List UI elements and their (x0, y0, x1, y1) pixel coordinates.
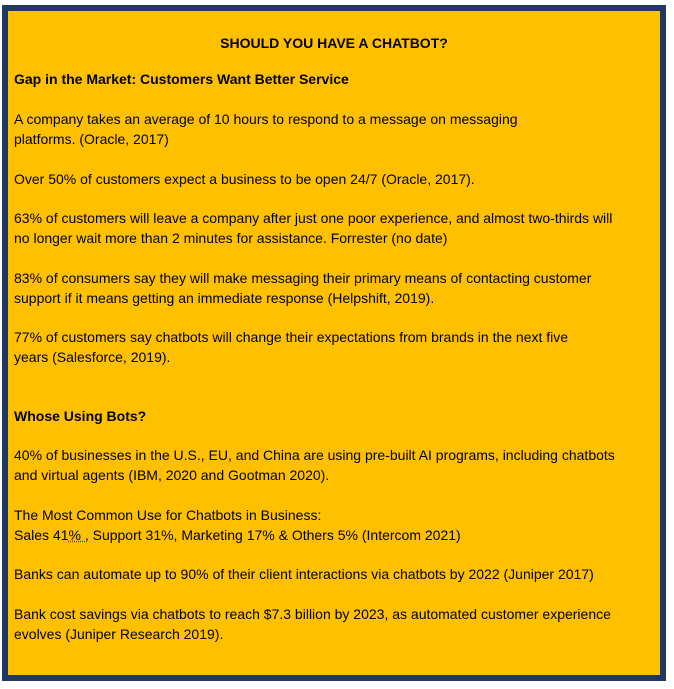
marked-text-fragment: % , (68, 527, 89, 543)
text-line: and virtual agents (IBM, 2020 and Gootman 2020). (14, 467, 330, 483)
text-line: evolves (Juniper Research 2019). (14, 626, 224, 642)
text-line: support if it means getting an immediate response (Helpshift, 2019). (14, 290, 435, 306)
usage-breakdown-line (14, 525, 656, 545)
text-line: no longer wait more than 2 minutes for assistance. Forrester (no date) (14, 230, 448, 246)
paragraph-open-24-7 (14, 169, 656, 189)
text-line: 77% of customers say chatbots will change their expectations from brands in the next five (14, 329, 569, 345)
text-line: Over 50% of customers expect a business to be open 24/7 (Oracle, 2017). (14, 171, 475, 187)
document-title: SHOULD YOU HAVE A CHATBOT? (220, 35, 448, 51)
text-fragment: Support 31%, Marketing 17% & Others 5% (Intercom 2021) (88, 527, 461, 543)
paragraph-messaging-preference (14, 268, 656, 308)
text-line: A company takes an average of 10 hours to respond to a message on messaging (14, 111, 518, 127)
text-line: 63% of customers will leave a company after just one poor experience, and almost two-thirds will (14, 210, 613, 226)
text-line: The Most Common Use for Chatbots in Business: (14, 507, 322, 523)
text-line: Banks can automate up to 90% of their client interactions via chatbots by 2022 (Juniper 2017) (14, 566, 594, 582)
text-line: 40% of businesses in the U.S., EU, and China are using pre-built AI programs, including chatbots (14, 447, 615, 463)
text-line: platforms. (Oracle, 2017) (14, 131, 169, 147)
text-line: Bank cost savings via chatbots to reach $7.3 billion by 2023, as automated customer experience (14, 606, 611, 622)
paragraph-bank-automation (14, 564, 656, 584)
text-line: 83% of consumers say they will make messaging their primary means of contacting customer (14, 270, 592, 286)
paragraph-business-adoption (14, 445, 656, 485)
paragraph-bank-savings (14, 604, 656, 644)
paragraph-response-time (14, 109, 656, 149)
paragraph-poor-experience (14, 208, 656, 248)
text-fragment: Sales 41 (14, 527, 69, 543)
paragraph-common-uses (14, 505, 656, 545)
section-heading-market-gap: Gap in the Market: Customers Want Better Service (14, 71, 349, 87)
section-heading-bot-usage: Whose Using Bots? (14, 408, 147, 424)
paragraph-chatbot-expectations (14, 327, 656, 367)
document-panel (8, 11, 660, 675)
text-line: years (Salesforce, 2019). (14, 349, 171, 365)
